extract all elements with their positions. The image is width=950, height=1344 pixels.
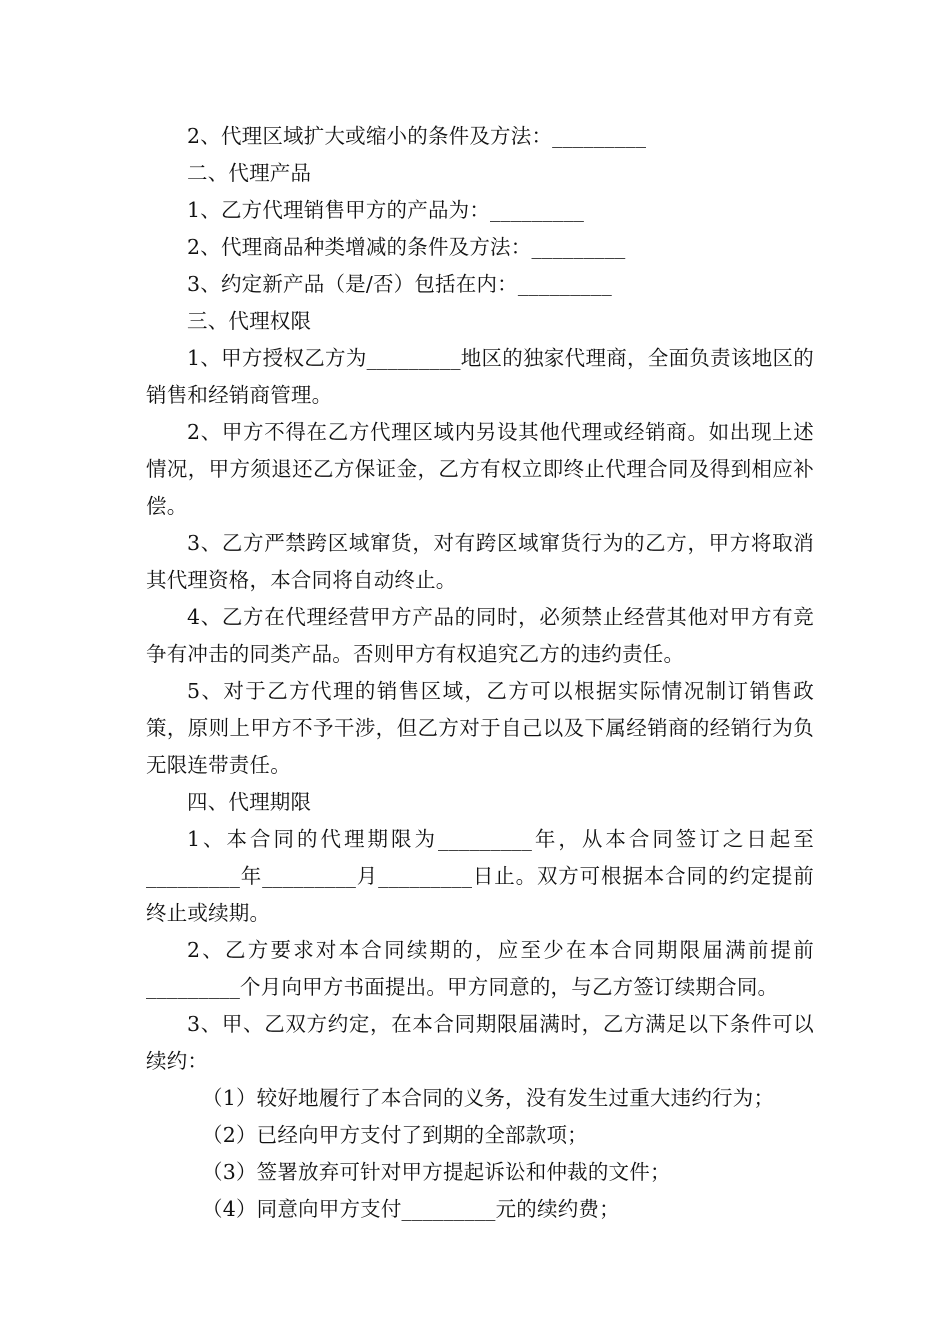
section-heading-term: 四、代理期限 bbox=[187, 790, 312, 814]
renewal-condition-2: （2）已经向甲方支付了到期的全部款项； bbox=[202, 1123, 588, 1147]
renewal-condition-4: （4）同意向甲方支付_________元的续约费； bbox=[202, 1197, 620, 1221]
renewal-condition-1: （1）较好地履行了本合同的义务，没有发生过重大违约行为； bbox=[202, 1086, 775, 1110]
paragraph-term-period: 1、本合同的代理期限为_________年，从本合同签订之日起至_________年_________月_________日止。双方可根据本合同的约定提前终止或续期。 bbox=[146, 827, 814, 925]
document-body bbox=[146, 118, 814, 1228]
paragraph-exclusive-agent: 1、甲方授权乙方为_________地区的独家代理商，全面负责该地区的销售和经销商管理。 bbox=[146, 346, 814, 407]
paragraph-non-compete: 4、乙方在代理经营甲方产品的同时，必须禁止经营其他对甲方有竞争有冲击的同类产品。否则甲方有权追究乙方的违约责任。 bbox=[146, 605, 814, 666]
paragraph-cross-region-ban: 3、乙方严禁跨区域窜货，对有跨区域窜货行为的乙方，甲方将取消其代理资格，本合同将自动终止。 bbox=[146, 531, 814, 592]
renewal-condition-3: （3）签署放弃可针对甲方提起诉讼和仲裁的文件； bbox=[202, 1160, 671, 1184]
paragraph-renewal-request: 2、乙方要求对本合同续期的，应至少在本合同期限届满前提前_________个月向甲方书面提出。甲方同意的，与乙方签订续期合同。 bbox=[146, 938, 814, 999]
section-heading-authority: 三、代理权限 bbox=[187, 309, 312, 333]
paragraph-area-change-conditions: 2、代理区域扩大或缩小的条件及方法：_________ bbox=[187, 124, 647, 148]
paragraph-product-change-conditions: 2、代理商品种类增减的条件及方法：_________ bbox=[187, 235, 626, 259]
paragraph-renewal-conditions: 3、甲、乙双方约定，在本合同期限届满时，乙方满足以下条件可以续约： bbox=[146, 1012, 814, 1073]
section-heading-products: 二、代理产品 bbox=[187, 161, 312, 185]
paragraph-sales-policy: 5、对于乙方代理的销售区域，乙方可以根据实际情况制订销售政策，原则上甲方不予干涉，但乙方对于自己以及下属经销商的经销行为负无限连带责任。 bbox=[146, 679, 814, 777]
paragraph-new-products: 3、约定新产品（是/否）包括在内：_________ bbox=[187, 272, 612, 296]
paragraph-products-scope: 1、乙方代理销售甲方的产品为：_________ bbox=[187, 198, 585, 222]
paragraph-no-other-agents: 2、甲方不得在乙方代理区域内另设其他代理或经销商。如出现上述情况，甲方须退还乙方保证金，乙方有权立即终止代理合同及得到相应补偿。 bbox=[146, 420, 814, 518]
